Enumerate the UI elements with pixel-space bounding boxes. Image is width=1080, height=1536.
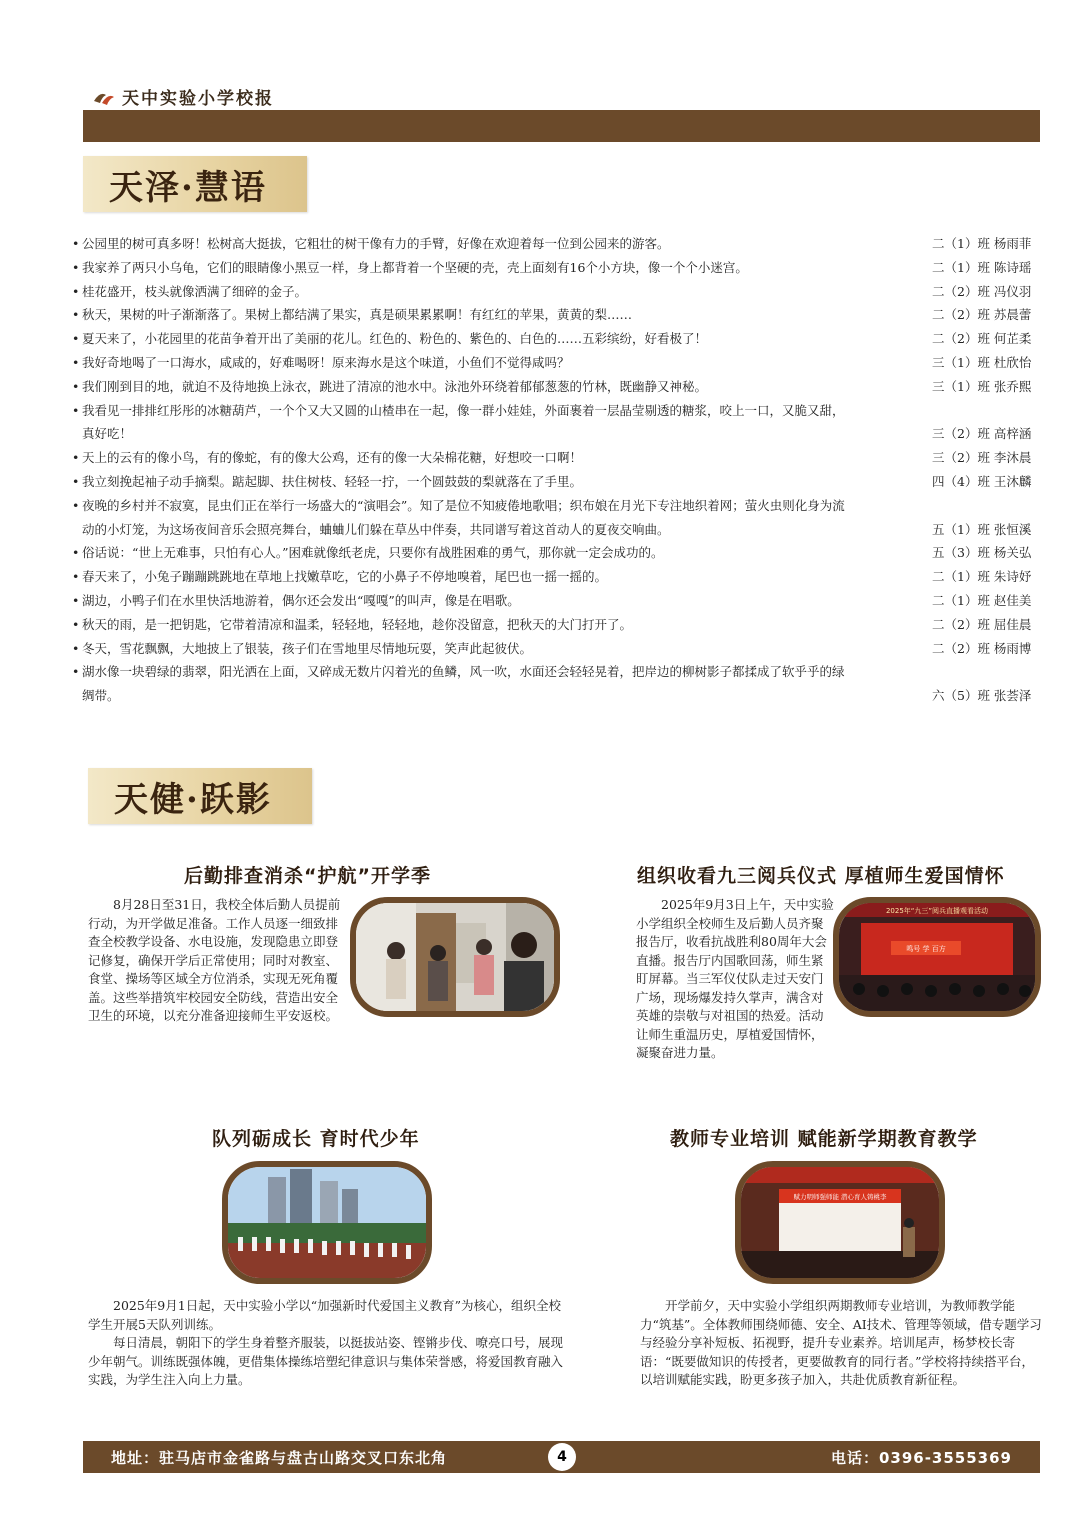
quote-author: 二（2）班 屈佳晨 (932, 616, 1032, 632)
quote-author: 二（1）班 赵佳美 (932, 592, 1032, 608)
quote-author: 二（1）班 朱诗妤 (932, 569, 1032, 585)
quote-author: 五（1）班 张恒溪 (932, 521, 1032, 537)
photo-banner-text: 赋力明师强师能 潜心育人铸桃李 (793, 1193, 887, 1201)
footer-address: 地址：驻马店市金雀路与盘古山路交叉口东北角 (111, 1449, 448, 1467)
article-title: 后勤排查消杀“护航”开学季 (184, 865, 431, 887)
quote-author: 二（2）班 冯仪羽 (932, 283, 1032, 299)
quote-text: • 公园里的树可真多呀！松树高大挺拔，它粗壮的树干像有力的手臂，好像在欢迎着每一位到公园来的游客。 (72, 232, 850, 256)
article-photo (735, 1161, 945, 1284)
quote-author: 三（2）班 高梓涵 (932, 426, 1032, 442)
quote-item (72, 303, 1044, 327)
footer-bar (83, 1441, 1040, 1473)
article-photo (350, 897, 560, 1017)
quote-item (72, 399, 1044, 447)
quote-item (72, 565, 1044, 589)
quote-text: • 我好奇地喝了一口海水，咸咸的，好难喝呀！原来海水是这个味道，小鱼们不觉得咸吗？ (72, 351, 850, 375)
quote-author: 三（1）班 杜欣怡 (932, 354, 1032, 370)
quote-author: 二（2）班 杨雨博 (932, 640, 1032, 656)
section-title-yueying: 天健·跃影 (88, 768, 312, 824)
quote-item (72, 613, 1044, 637)
quote-text: • 秋天的雨，是一把钥匙，它带着清凉和温柔，轻轻地，轻轻地，趁你没留意，把秋天的大门打开了。 (72, 613, 850, 637)
school-name: 天中实验小学校报 (122, 89, 274, 109)
page-number: 4 (548, 1443, 576, 1471)
quote-item (72, 494, 1044, 542)
quote-item (72, 256, 1044, 280)
article-photo (833, 897, 1041, 1017)
photo-banner-text: 鸣号 学 百方 (906, 945, 946, 953)
quote-text: • 桂花盛开，枝头就像洒满了细碎的金子。 (72, 280, 850, 304)
quote-item (72, 589, 1044, 613)
quote-text: • 秋天，果树的叶子渐渐落了。果树上都结满了果实，真是硕果累累啊！有红红的苹果，黄黄的梨…… (72, 303, 850, 327)
quote-list (72, 232, 1044, 708)
quote-item (72, 375, 1044, 399)
school-masthead (92, 84, 274, 109)
quote-text: • 冬天，雪花飘飘，大地披上了银装，孩子们在雪地里尽情地玩耍，笑声此起彼伏。 (72, 637, 850, 661)
quote-author: 三（1）班 张乔熙 (932, 378, 1032, 394)
section-title-huiyu: 天泽·慧语 (83, 156, 307, 212)
school-logo-icon (92, 87, 116, 107)
quote-item (72, 232, 1044, 256)
quote-item (72, 470, 1044, 494)
quote-author: 二（1）班 陈诗瑶 (932, 259, 1032, 275)
article-body: 8月28日至31日，我校全体后勤人员提前行动，为开学做足准备。工作人员逐一细致排查全校教学设备、水电设施，发现隐患立即登记修复，确保开学后正常使用；同时对教室、食堂、操场等区域全方位消杀，实现无死角覆盖。这些举措筑牢校园安全防线，营造出安全卫生的环境，以充分准备迎接师生平安返校。 (88, 897, 341, 1023)
article-body (88, 1297, 568, 1390)
photo-teacher-training (741, 1167, 939, 1278)
quote-text: • 春天来了，小兔子蹦蹦跳跳地在草地上找嫩草吃，它的小鼻子不停地嗅着，尾巴也一摇一摇的。 (72, 565, 850, 589)
quote-item (72, 351, 1044, 375)
quote-text: • 夜晚的乡村并不寂寞，昆虫们正在举行一场盛大的“演唱会”。知了是位不知疲倦地歌唱；织布娘在月光下专注地织着网；萤火虫则化身为流动的小灯笼，为这场夜间音乐会照亮舞台，蛐蛐儿们躲在草丛中伴奏，共同谱写着这首动人的夏夜交响曲。 (72, 494, 850, 542)
quote-text: • 天上的云有的像小鸟，有的像蛇，有的像大公鸡，还有的像一大朵棉花糖，好想咬一口啊！ (72, 446, 850, 470)
quote-author: 二（1）班 杨雨菲 (932, 236, 1032, 251)
quote-item (72, 660, 1044, 708)
quote-text: • 我看见一排排红彤彤的冰糖葫芦，一个个又大又圆的山楂串在一起，像一群小娃娃，外面裹着一层晶莹剔透的糖浆，咬上一口，又脆又甜，真好吃！ (72, 399, 850, 447)
quote-text: • 我们刚到目的地，就迫不及待地换上泳衣，跳进了清凉的池水中。泳池外环绕着郁郁葱葱的竹林，既幽静又神秘。 (72, 375, 850, 399)
article-paragraph: 2025年9月1日起，天中实验小学以“加强新时代爱国主义教育”为核心，组织全校学生开展5天队列训练。 (88, 1298, 561, 1332)
quote-author: 二（2）班 苏晨蕾 (932, 307, 1032, 323)
quote-item (72, 541, 1044, 565)
photo-parade-viewing (839, 903, 1035, 1011)
quote-author: 二（2）班 何芷柔 (932, 331, 1032, 347)
article-paragraph: 每日清晨，朝阳下的学生身着整齐服装，以挺拔站姿、铿锵步伐、嘹亮口号，展现少年朝气。训练既强体魄，更借集体操练培塑纪律意识与集体荣誉感，将爱国教育融入实践，为学生注入向上力量。 (88, 1335, 564, 1387)
header-bar (83, 110, 1040, 142)
quote-text: • 我家养了两只小乌龟，它们的眼睛像小黑豆一样，身上都背着一个坚硬的壳，壳上面刻有16个小方块，像一个个小迷宫。 (72, 256, 850, 280)
quote-author: 六（5）班 张荟泽 (932, 688, 1032, 704)
quote-author: 四（4）班 王沐麟 (932, 473, 1032, 489)
quote-text: • 湖水像一块碧绿的翡翠，阳光洒在上面，又碎成无数片闪着光的鱼鳞，风一吹，水面还会轻轻晃着，把岸边的柳树影子都揉成了软乎乎的绿绸带。 (72, 660, 850, 708)
photo-drill-training (228, 1167, 426, 1278)
footer-phone: 电话：0396-3555369 (830, 1449, 1012, 1467)
quote-item (72, 637, 1044, 661)
quote-text: • 俗话说：“世上无难事，只怕有心人。”困难就像纸老虎，只要你有战胜困难的勇气，那你就一定会成功的。 (72, 541, 850, 565)
article-photo (222, 1161, 432, 1284)
photo-staff-inspection (356, 903, 554, 1011)
quote-text: • 湖边，小鸭子们在水里快活地游着，偶尔还会发出“嘎嘎”的叫声，像是在唱歌。 (72, 589, 850, 613)
article-title: 组织收看九三阅兵仪式 厚植师生爱国情怀 (637, 865, 1005, 887)
quote-text: • 夏天来了，小花园里的花苗争着开出了美丽的花儿。红色的、粉色的、紫色的、白色的……五彩缤纷，好看极了！ (72, 327, 850, 351)
article-body: 开学前夕，天中实验小学组织两期教师专业培训，为教师教学能力“筑基”。全体教师围绕师德、安全、AI技术、管理等领域，借专题学习与经验分享补短板、拓视野，提升专业素养。培训尾声，杨梦校长寄语：“既要做知识的传授者，更要做教育的同行者。”学校将持续搭平台，以培训赋能实践，盼更多孩子加入，共赴优质教育新征程。 (640, 1298, 1042, 1387)
photo-header-text: 2025年“九三”阅兵直播观看活动 (885, 907, 989, 915)
quote-text: • 我立刻挽起袖子动手摘梨。踮起脚、扶住树枝、轻轻一拧，一个圆鼓鼓的梨就落在了手里。 (72, 470, 850, 494)
quote-author: 三（2）班 李沐晨 (932, 450, 1032, 466)
article-title: 队列砺成长 育时代少年 (212, 1128, 420, 1150)
article-title: 教师专业培训 赋能新学期教育教学 (670, 1128, 978, 1150)
quote-author: 五（3）班 杨关弘 (932, 545, 1032, 561)
quote-item (72, 446, 1044, 470)
article-body: 2025年9月3日上午，天中实验小学组织全校师生及后勤人员齐聚报告厅，收看抗战胜利80周年大会直播。报告厅内国歌回荡，师生紧盯屏幕。当三军仪仗队走过天安门广场，现场爆发持久掌声，满含对英雄的崇敬与对祖国的热爱。活动让师生重温历史，厚植爱国情怀，凝聚奋进力量。 (636, 897, 834, 1060)
quote-item (72, 280, 1044, 304)
quote-item (72, 327, 1044, 351)
